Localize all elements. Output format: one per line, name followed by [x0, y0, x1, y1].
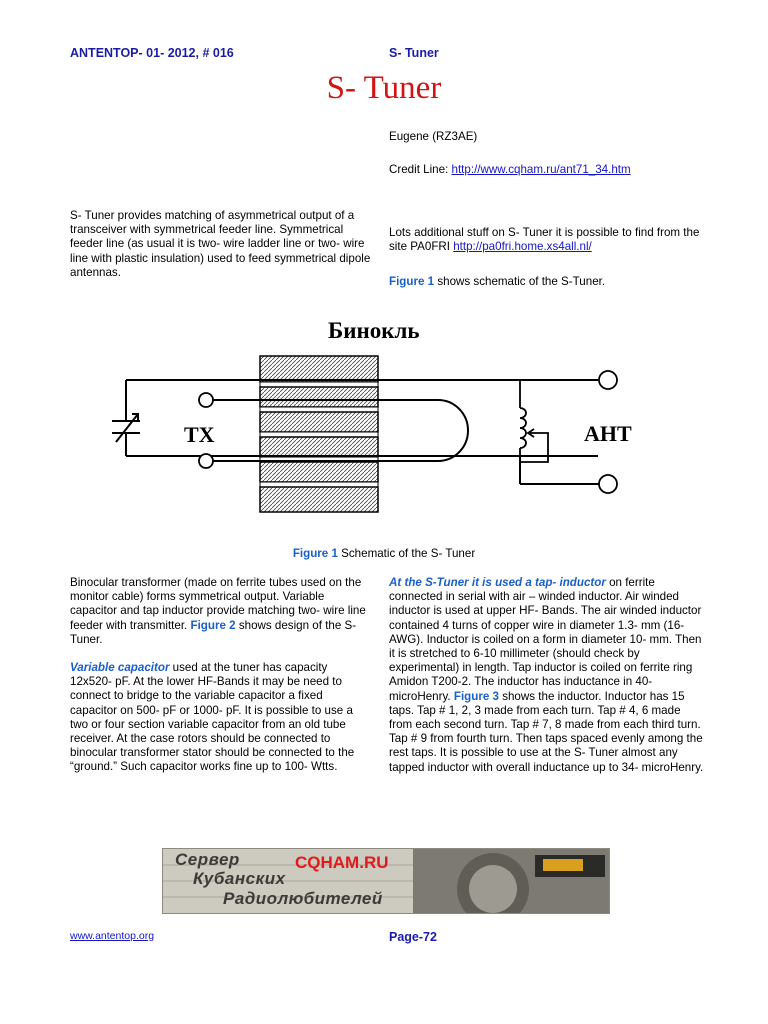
intro-left — [70, 209, 372, 280]
banner-line-2: Кубанских — [193, 869, 286, 888]
banner-line-1: Сервер — [175, 850, 240, 869]
ant-terminal-bottom — [599, 475, 617, 493]
tap-inductor-lead: At the S-Tuner it is used a tap- inductor — [389, 576, 606, 589]
credit-line — [389, 163, 631, 177]
figure-caption — [0, 547, 768, 560]
banner-logo: CQHAM.RU — [295, 853, 389, 872]
figure-2-ref[interactable]: Figure 2 — [190, 618, 236, 632]
intro-right — [389, 226, 704, 254]
page-title: S- Tuner — [326, 70, 442, 106]
tx-terminal-top — [199, 393, 213, 407]
ant-label: АНТ — [584, 421, 632, 446]
banner-line-3: Радиолюбителей — [223, 889, 383, 908]
column-left — [70, 576, 372, 775]
header-article: S- Tuner — [389, 46, 439, 60]
ant-terminal-top — [599, 371, 617, 389]
intro-paragraph: S- Tuner provides matching of asymmetrical output of a transceiver with symmetrical feeder line. Symmetrical feeder line (as usual it is two- wire ladder line or two- wire line with plastic insulation) used to feed symmetrical dipole antennas. — [70, 209, 371, 279]
figure-ref-label[interactable]: Figure 1 — [389, 275, 435, 288]
figure-3-ref[interactable]: Figure 3 — [453, 689, 499, 703]
credit-link[interactable]: http://www.cqham.ru/ant71_34.htm — [451, 163, 631, 176]
schematic-diagram — [108, 308, 638, 533]
cqham-banner[interactable] — [162, 848, 610, 914]
author: Eugene (RZ3AE) — [389, 130, 478, 143]
variable-capacitor-lead: Variable capacitor — [70, 661, 170, 675]
paragraph-capacitor: Variable capacitor used at the tuner has capacity 12x520- pF. At the lower HF-Bands it may be need to connect to bridge to the variable capacitor a fixed capacitor on 500- pF or 1000- pF. It is possible to use a two or four section variable capacitor from an old tube receiver. At the case rotors should be connected to binocular transformer stator should be connected to the “ground.” Such capacitor works fine up to 100- Wtts. — [70, 661, 355, 774]
page-number: Page-72 — [389, 930, 437, 944]
tx-label: TX — [184, 422, 215, 447]
figure-ref — [389, 275, 605, 289]
paragraph-binocular: Binocular transformer (made on ferrite tubes used on the monitor cable) forms symmetrical output. Variable capacitor and tap inductor provide matching two- wire line feeder with transmitter. Figure 2 shows design of the S- Tuner. — [70, 576, 366, 646]
schematic-title: Бинокль — [328, 318, 420, 343]
caption-text: Schematic of the S- Tuner — [337, 547, 476, 560]
paragraph-inductor: At the S-Tuner it is used a tap- inductor on ferrite connected in serial with air – winded inductor. Air winded inductor is used at upper HF- Bands. The air winded inductor contained 4 turns of copper wire in diameter 1.3- mm (16- AWG). Inductor is coiled on a form in diameter 10- mm. Then it is stretched to 6-10 millimeter (should check by experimental) in length. Tap inductor is coiled on ferrite ring Amidon T200-2. The inductor has inductance in 40- microHenry. Figure 3 shows the inductor. Inductor has 15 taps. Tap # 1, 2, 3 made from each turn. Tap # 4, 6 made from each second turn. Tap # 7, 8 made from each third turn. Tap # 9 from fourth turn. Then taps spaced evenly among the rest taps. It is possible to use at the S- Tuner almost any tapped inductor with overall inductance up to 34- microHenry. — [389, 576, 704, 774]
column-right — [389, 576, 704, 775]
caption-label: Figure 1 — [292, 547, 338, 560]
figure-ref-text: shows schematic of the S-Tuner. — [434, 275, 606, 288]
intro-right-text: Lots additional stuff on S- Tuner it is possible to find from the site PA0FRI — [389, 226, 700, 254]
credit-label: Credit Line: — [389, 163, 452, 176]
tap-inductor — [520, 380, 548, 462]
header-journal: ANTENTOP- 01- 2012, # 016 — [70, 46, 234, 60]
pa0fri-link[interactable]: http://pa0fri.home.xs4all.nl/ — [453, 240, 592, 254]
tx-terminal-bottom — [199, 454, 213, 468]
footer-site-link[interactable]: www.antentop.org — [70, 930, 155, 942]
